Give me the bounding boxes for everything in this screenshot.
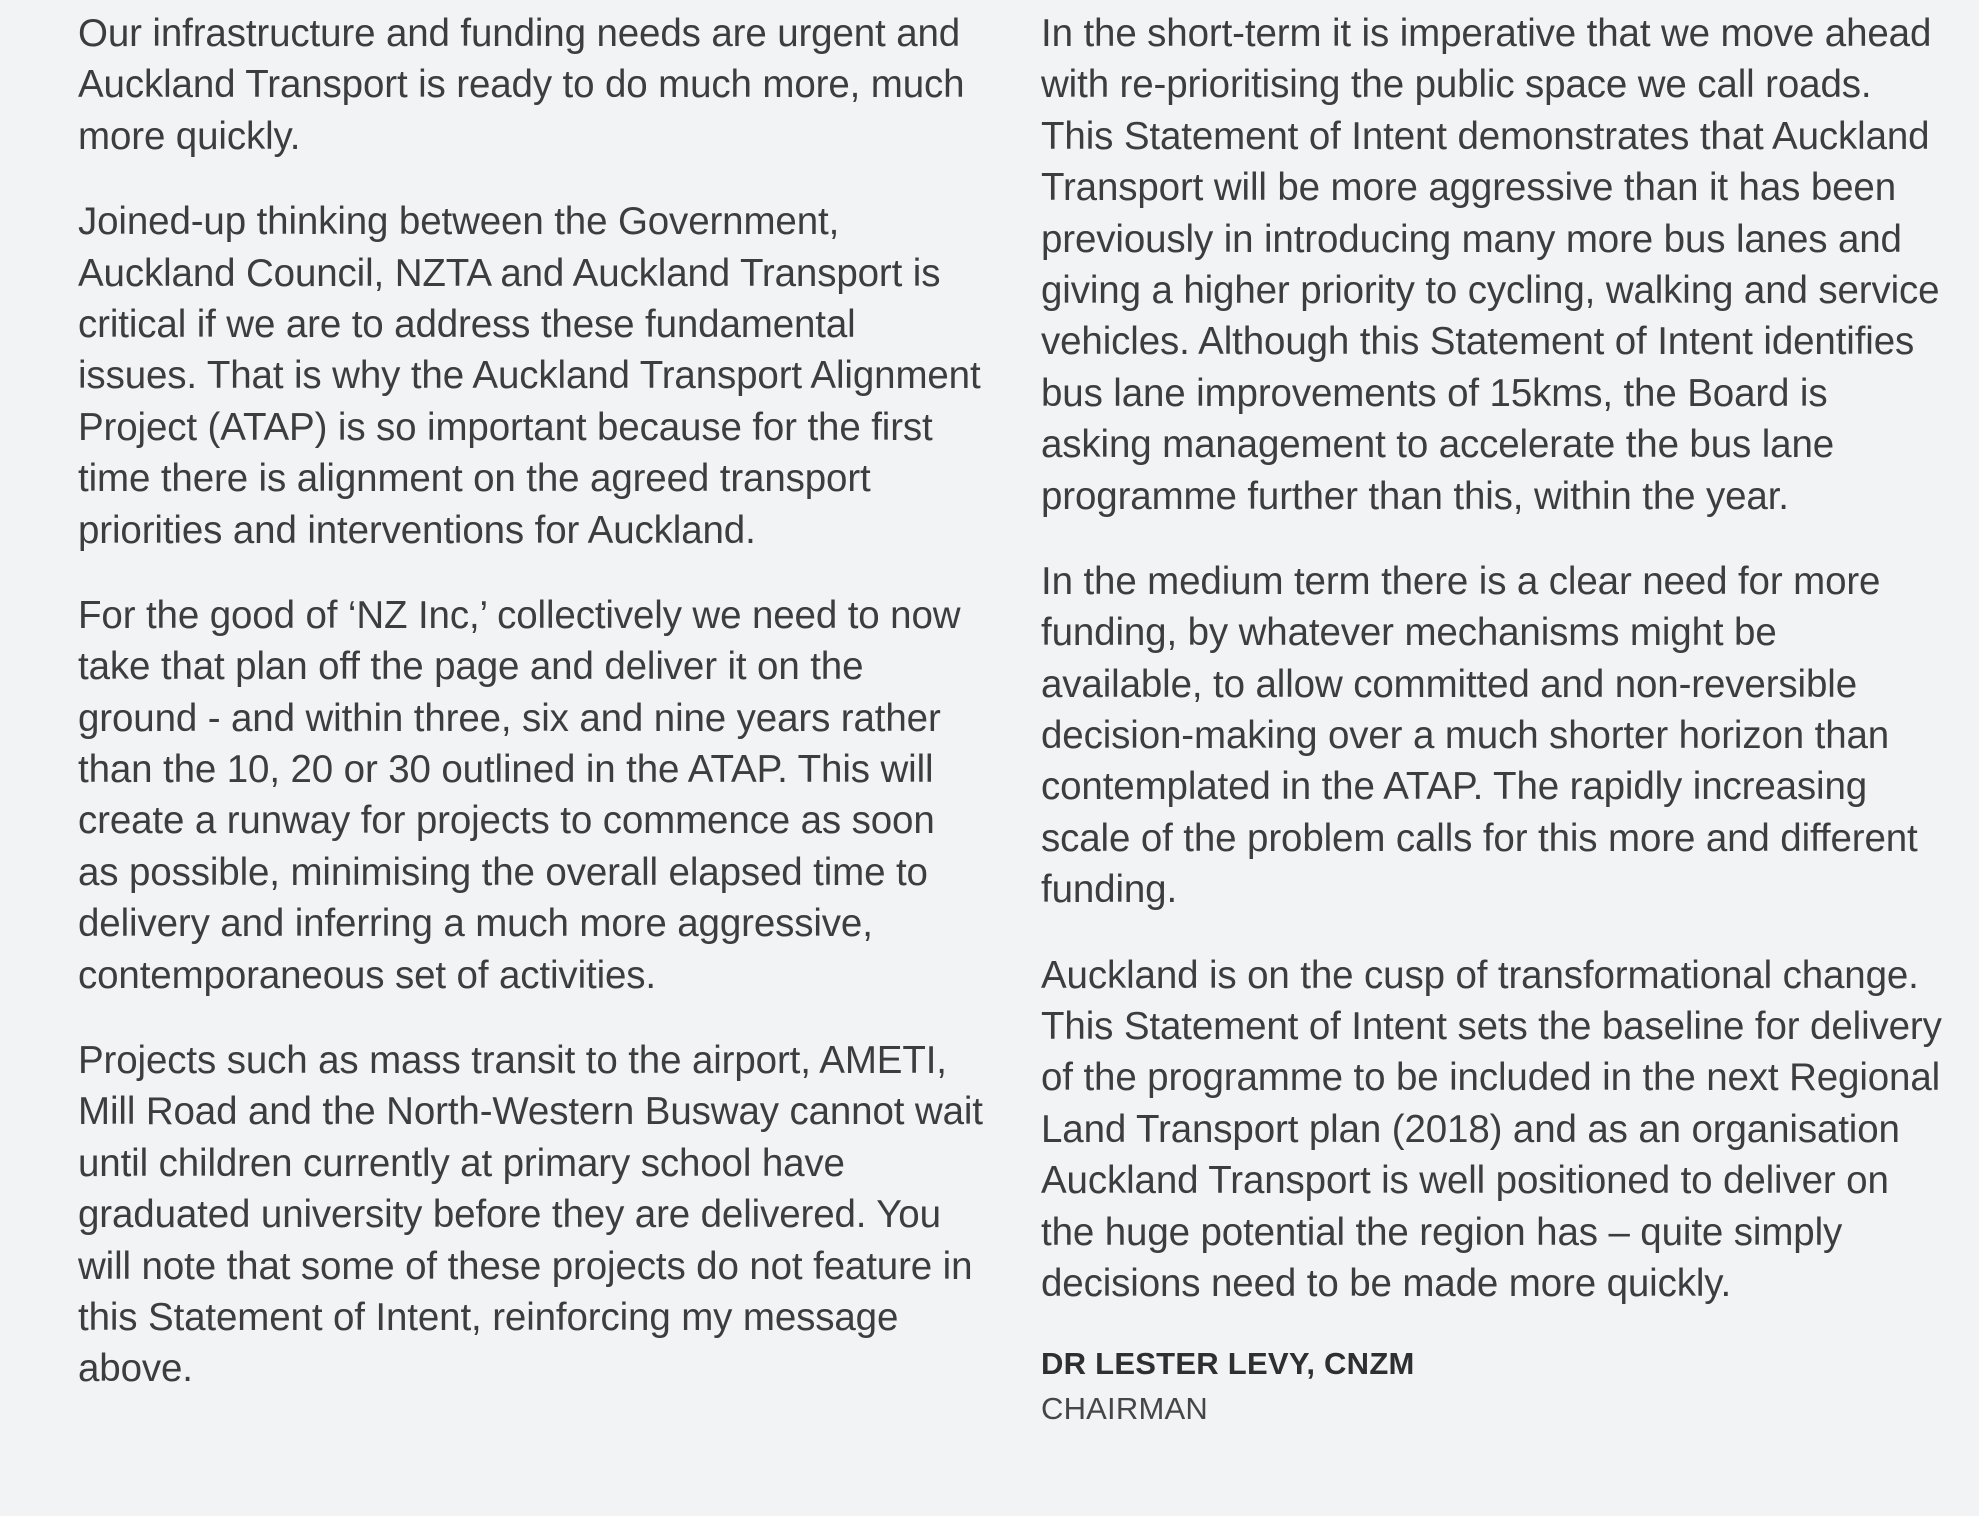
right-column [1041, 8, 1946, 1458]
signature-name: DR LESTER LEVY, CNZM [1041, 1346, 1415, 1382]
paragraph: Our infrastructure and funding needs are urgent and Auckland Transport is ready to do much more, much more quickly. [78, 12, 965, 158]
paragraph: Projects such as mass transit to the airport, AMETI, Mill Road and the North-Western Busway cannot wait until children currently at primary school have graduated university before they are delivered. You will note that some of these projects do not feature in this Statement of Intent, reinforcing my message above. [78, 1039, 983, 1391]
paragraph: Auckland is on the cusp of transformational change. This Statement of Intent sets the baseline for delivery of the programme to be included in the next Regional Land Transport plan (2018) and as an organisation Auckland Transport is well positioned to deliver on the huge potential the region has – quite simply decisions need to be made more quickly. [1041, 953, 1942, 1305]
two-column-layout [78, 8, 1942, 1516]
paragraph: Joined-up thinking between the Government, Auckland Council, NZTA and Auckland Transport is critical if we are to address these fundamental issues. That is why the Auckland Transport Alignment Project (ATAP) is so important because for the first time there is alignment on the agreed transport priorities and interventions for Auckland. [78, 200, 981, 552]
signature-block [1041, 1343, 1946, 1458]
signature-role: CHAIRMAN [1041, 1391, 1208, 1427]
paragraph: For the good of ‘NZ Inc,’ collectively we need to now take that plan off the page and deliver it on the ground - and within three, six and nine years rather than the 10, 20 or 30 outlined in the ATAP. This will create a runway for projects to commence as soon as possible, minimising the overall elapsed time to delivery and inferring a much more aggressive, contemporaneous set of activities. [78, 593, 961, 997]
paragraph: In the short-term it is imperative that we move ahead with re-prioritising the public space we call roads. This Statement of Intent demonstrates that Auckland Transport will be more aggressive than it has been previously in introducing many more bus lanes and giving a higher priority to cycling, walking and service vehicles. Although this Statement of Intent identifies bus lane improvements of 15kms, the Board is asking management to accelerate the bus lane programme further than this, within the year. [1041, 12, 1940, 518]
left-column [78, 8, 983, 1395]
paragraph: In the medium term there is a clear need for more funding, by whatever mechanisms might be available, to allow committed and non-reversible decision-making over a much shorter horizon than contemplated in the ATAP. The rapidly increasing scale of the problem calls for this more and different funding. [1041, 559, 1918, 912]
